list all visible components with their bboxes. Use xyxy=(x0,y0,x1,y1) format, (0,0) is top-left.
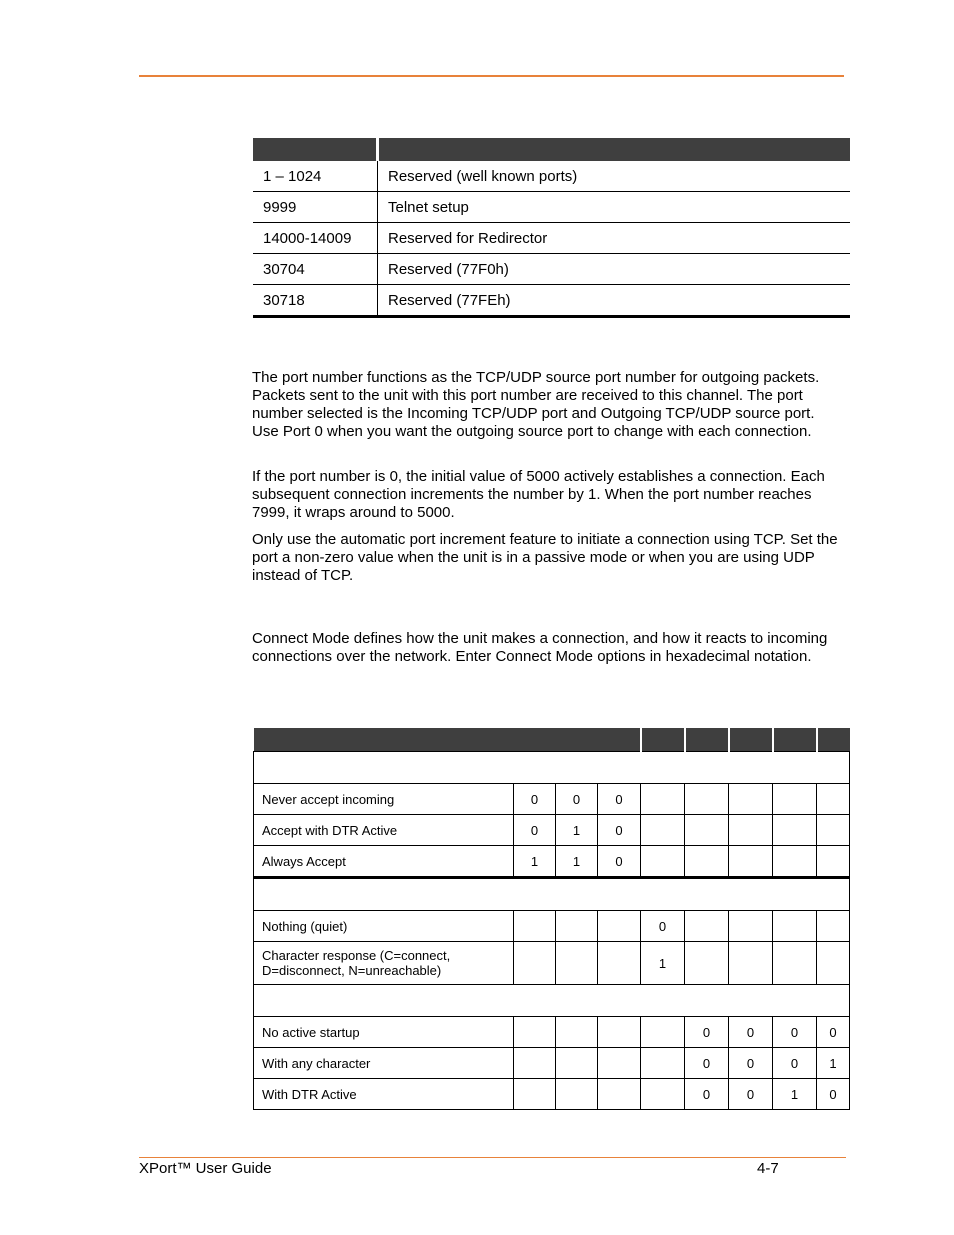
bit-cell: 0 xyxy=(729,1079,773,1110)
table-header-cell xyxy=(641,728,685,752)
bit-cell: 0 xyxy=(514,815,556,846)
bit-cell xyxy=(685,784,729,815)
option-label: Always Accept xyxy=(254,846,514,878)
port-description-cell: Telnet setup xyxy=(378,192,851,223)
table-section-row xyxy=(254,752,850,784)
bit-cell xyxy=(817,942,850,985)
table-row xyxy=(253,254,850,285)
bit-cell xyxy=(598,1017,641,1048)
table-header-cell xyxy=(556,728,598,752)
bit-cell xyxy=(514,1017,556,1048)
bit-cell: 0 xyxy=(685,1017,729,1048)
paragraph-port-number: The port number functions as the TCP/UDP source port number for outgoing packets. Packets sent to the unit with this port number are received to this channel. The port number selected is the Incoming TCP/UDP port and Outgoing TCP/UDP source port. Use Port 0 when you want the outgoing source port to change with each connection. xyxy=(252,369,820,440)
bit-cell xyxy=(773,846,817,878)
bit-cell: 0 xyxy=(773,1048,817,1079)
table-row xyxy=(254,1017,850,1048)
option-label: No active startup xyxy=(254,1017,514,1048)
option-label: Accept with DTR Active xyxy=(254,815,514,846)
table-row xyxy=(254,784,850,815)
port-number-cell: 9999 xyxy=(253,192,378,223)
bit-cell xyxy=(556,942,598,985)
table-header-cell xyxy=(598,728,641,752)
bit-cell: 1 xyxy=(641,942,685,985)
option-label: Nothing (quiet) xyxy=(254,911,514,942)
section-cell xyxy=(254,752,850,784)
bit-cell: 0 xyxy=(598,784,641,815)
bit-cell: 1 xyxy=(556,846,598,878)
bit-cell: 0 xyxy=(685,1048,729,1079)
bit-cell xyxy=(729,815,773,846)
bit-cell: 0 xyxy=(729,1048,773,1079)
bit-cell xyxy=(773,784,817,815)
table-section-row xyxy=(254,985,850,1017)
port-number-cell: 30704 xyxy=(253,254,378,285)
bit-cell xyxy=(685,942,729,985)
bit-cell xyxy=(514,911,556,942)
bit-cell xyxy=(773,815,817,846)
footer-title: XPort™ User Guide xyxy=(139,1160,272,1177)
bit-cell: 1 xyxy=(556,815,598,846)
port-description-cell: Reserved for Redirector xyxy=(378,223,851,254)
bit-cell xyxy=(817,784,850,815)
bit-cell xyxy=(514,942,556,985)
table-row xyxy=(254,846,850,878)
bit-cell xyxy=(729,942,773,985)
option-label: Character response (C=connect, D=disconnect, N=unreachable) xyxy=(254,942,514,985)
bit-cell: 0 xyxy=(556,784,598,815)
connect-mode-table xyxy=(253,728,850,1110)
table-section-row xyxy=(254,878,850,911)
bit-cell xyxy=(729,911,773,942)
section-cell xyxy=(254,985,850,1017)
bit-cell xyxy=(641,846,685,878)
table-header-cell xyxy=(254,728,514,752)
table-row xyxy=(253,192,850,223)
bit-cell xyxy=(817,815,850,846)
bit-cell xyxy=(556,1079,598,1110)
port-description-cell: Reserved (77F0h) xyxy=(378,254,851,285)
bit-cell xyxy=(556,1048,598,1079)
page-number: 4-7 xyxy=(757,1160,779,1177)
bit-cell xyxy=(514,1048,556,1079)
bit-cell xyxy=(817,911,850,942)
table-row xyxy=(253,161,850,192)
table-header-row xyxy=(253,138,850,161)
table-header-cell xyxy=(773,728,817,752)
footer-rule xyxy=(139,1157,846,1158)
bit-cell: 0 xyxy=(817,1079,850,1110)
table-header-cell xyxy=(729,728,773,752)
bit-cell: 0 xyxy=(641,911,685,942)
reserved-ports-table xyxy=(253,138,850,318)
bit-cell: 0 xyxy=(729,1017,773,1048)
bit-cell: 0 xyxy=(685,1079,729,1110)
bit-cell xyxy=(598,1079,641,1110)
paragraph-connect-mode: Connect Mode defines how the unit makes a connection, and how it reacts to incoming connections over the network. Enter Connect Mode options in hexadecimal notation. xyxy=(252,630,828,665)
option-label: Never accept incoming xyxy=(254,784,514,815)
table-row xyxy=(254,815,850,846)
bit-cell: 1 xyxy=(817,1048,850,1079)
bit-cell: 1 xyxy=(514,846,556,878)
bit-cell xyxy=(556,911,598,942)
bit-cell xyxy=(729,784,773,815)
table-header-cell xyxy=(514,728,556,752)
paragraph-port-zero: If the port number is 0, the initial value of 5000 actively establishes a connection. Each subsequent connection increments the number by 1. When the port number reaches 7999, it wraps around to 5000. xyxy=(252,468,825,521)
bit-cell xyxy=(641,1017,685,1048)
bit-cell xyxy=(598,911,641,942)
table-header-cell xyxy=(685,728,729,752)
table-row xyxy=(253,223,850,254)
port-number-cell: 30718 xyxy=(253,285,378,317)
option-label: With DTR Active xyxy=(254,1079,514,1110)
table-row xyxy=(254,1079,850,1110)
bit-cell xyxy=(729,846,773,878)
bit-cell xyxy=(685,846,729,878)
bit-cell xyxy=(685,911,729,942)
bit-cell xyxy=(556,1017,598,1048)
bit-cell xyxy=(641,784,685,815)
table-row xyxy=(254,1048,850,1079)
port-description-cell: Reserved (well known ports) xyxy=(378,161,851,192)
bit-cell xyxy=(685,815,729,846)
bit-cell xyxy=(817,846,850,878)
bit-cell xyxy=(641,1079,685,1110)
bit-cell: 0 xyxy=(598,815,641,846)
bit-cell: 0 xyxy=(514,784,556,815)
table-header-cell xyxy=(253,138,378,161)
section-cell xyxy=(254,878,850,911)
bit-cell xyxy=(773,942,817,985)
bit-cell xyxy=(641,1048,685,1079)
bit-cell xyxy=(598,942,641,985)
bit-cell: 1 xyxy=(773,1079,817,1110)
table-header-cell xyxy=(817,728,850,752)
table-header-row xyxy=(254,728,850,752)
port-description-cell: Reserved (77FEh) xyxy=(378,285,851,317)
header-rule xyxy=(139,75,844,77)
option-label: With any character xyxy=(254,1048,514,1079)
bit-cell: 0 xyxy=(817,1017,850,1048)
bit-cell: 0 xyxy=(773,1017,817,1048)
bit-cell xyxy=(641,815,685,846)
table-row xyxy=(254,942,850,985)
port-number-cell: 1 – 1024 xyxy=(253,161,378,192)
bit-cell: 0 xyxy=(598,846,641,878)
table-header-cell xyxy=(378,138,851,161)
bit-cell xyxy=(773,911,817,942)
table-row xyxy=(253,285,850,317)
bit-cell xyxy=(514,1079,556,1110)
table-row xyxy=(254,911,850,942)
port-number-cell: 14000-14009 xyxy=(253,223,378,254)
bit-cell xyxy=(598,1048,641,1079)
paragraph-port-increment: Only use the automatic port increment feature to initiate a connection using TCP. Set the port a non-zero value when the unit is in a passive mode or when you are using UDP instead of TCP. xyxy=(252,531,838,584)
